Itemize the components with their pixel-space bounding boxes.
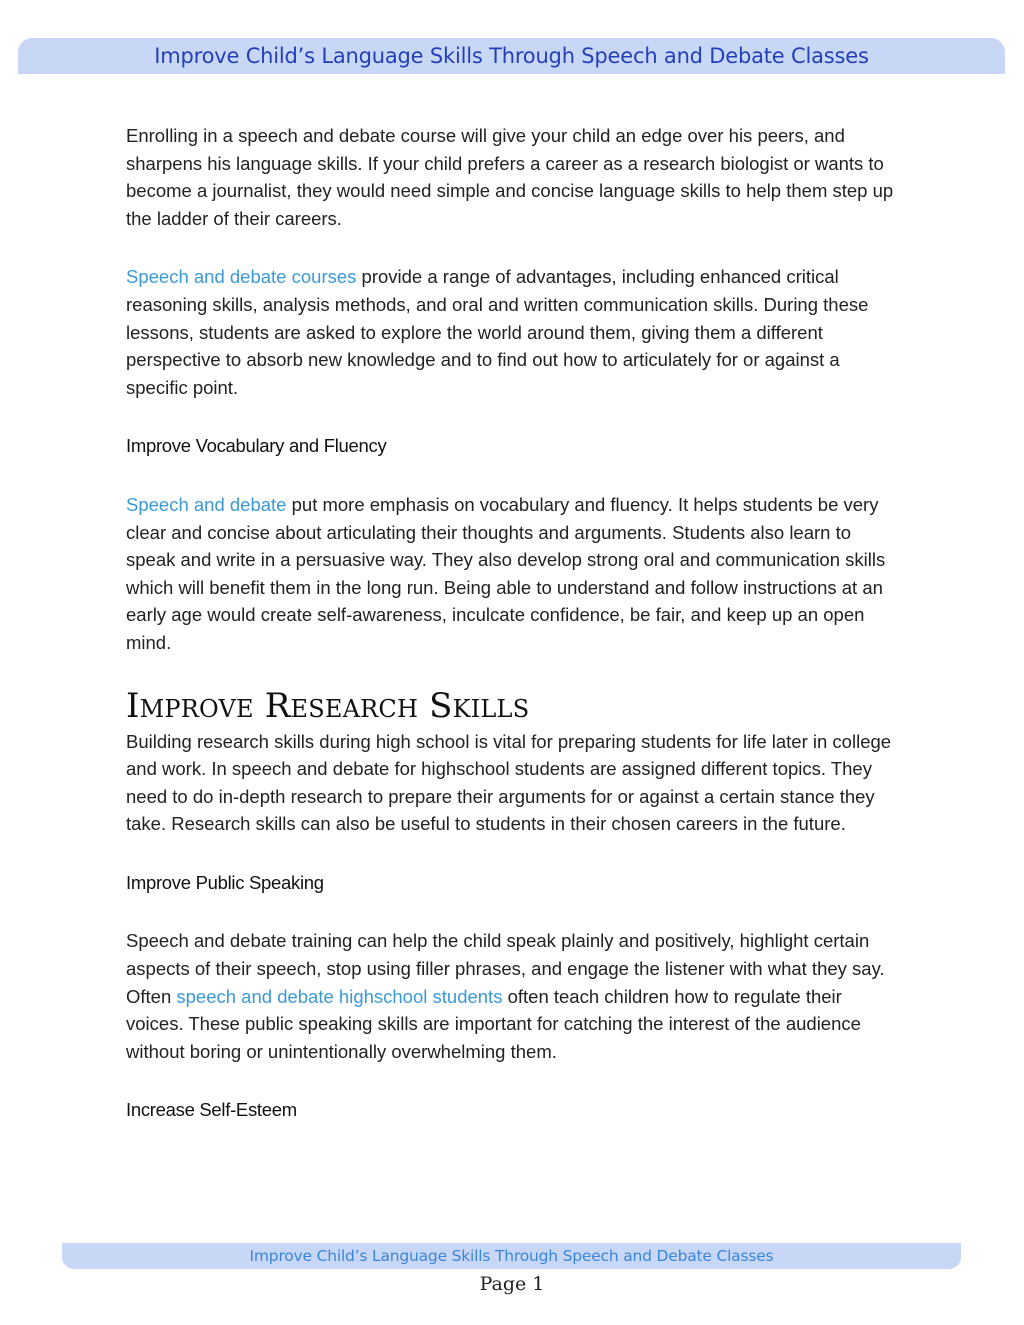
paragraph-public-speaking: [126, 927, 901, 1065]
speech-and-debate-courses-link[interactable]: Speech and debate courses: [126, 266, 357, 288]
heading-self-esteem: Increase Self-Esteem: [126, 1099, 297, 1121]
paragraph-intro: Enrolling in a speech and debate course will give your child an edge over his peers, and sharpens his language skills. If your child prefers a career as a research biologist or wants to become a journalist, they would need simple and concise language skills to help them step up the ladder of their careers.: [126, 125, 894, 229]
document-body: [126, 122, 901, 1155]
paragraph-public-speaking-text-end: often teach children how to regulate their voices. These public speaking skills are important for catching the interest of the audience without boring or unintentionally overwhelming them.: [126, 985, 861, 1062]
footer-title: Improve Child’s Language Skills Through Speech and Debate Classes: [249, 1247, 774, 1265]
footer-banner: [62, 1243, 961, 1269]
heading-research-skills: Improve Research Skills: [126, 685, 530, 726]
paragraph-advantages: [126, 263, 901, 401]
paragraph-vocabulary: [126, 491, 901, 657]
paragraph-research: Building research skills during high school is vital for preparing students for life later in college and work. In speech and debate for highschool students are assigned different topics. They need to do in-depth research to prepare their arguments for or against a certain stance they take. Research skills can also be useful to students in their chosen careers in the future.: [126, 730, 892, 835]
speech-and-debate-link[interactable]: Speech and debate: [126, 493, 287, 515]
header-title: Improve Child’s Language Skills Through Speech and Debate Classes: [154, 44, 869, 68]
header-banner: [18, 38, 1005, 74]
paragraph-public-speaking-text-start: Speech and debate training can help the child speak plainly and positively, highlight certain aspects of their speech, stop using filler phrases, and engage the listener with what they say. Often: [126, 930, 885, 1007]
heading-public-speaking: Improve Public Speaking: [126, 871, 324, 893]
paragraph-advantages-text: provide a range of advantages, including enhanced critical reasoning skills, analysis methods, and oral and written communication skills. During these lessons, students are asked to explore the world around them, giving them a different perspective to absorb new knowledge and to find out how to articulately for or against a specific point.: [126, 266, 869, 398]
highschool-students-link[interactable]: speech and debate highschool students: [176, 985, 503, 1007]
heading-vocabulary-fluency: Improve Vocabulary and Fluency: [126, 435, 387, 457]
paragraph-vocabulary-text: put more emphasis on vocabulary and fluency. It helps students be very clear and concise about articulating their thoughts and arguments. Students also learn to speak and write in a persuasive way. They also develop strong oral and communication skills which will benefit them in the long run. Being able to understand and follow instructions at an early age would create self-awareness, inculcate confidence, be fair, and keep up an open mind.: [126, 493, 886, 653]
page-number: Page 1: [479, 1273, 545, 1295]
